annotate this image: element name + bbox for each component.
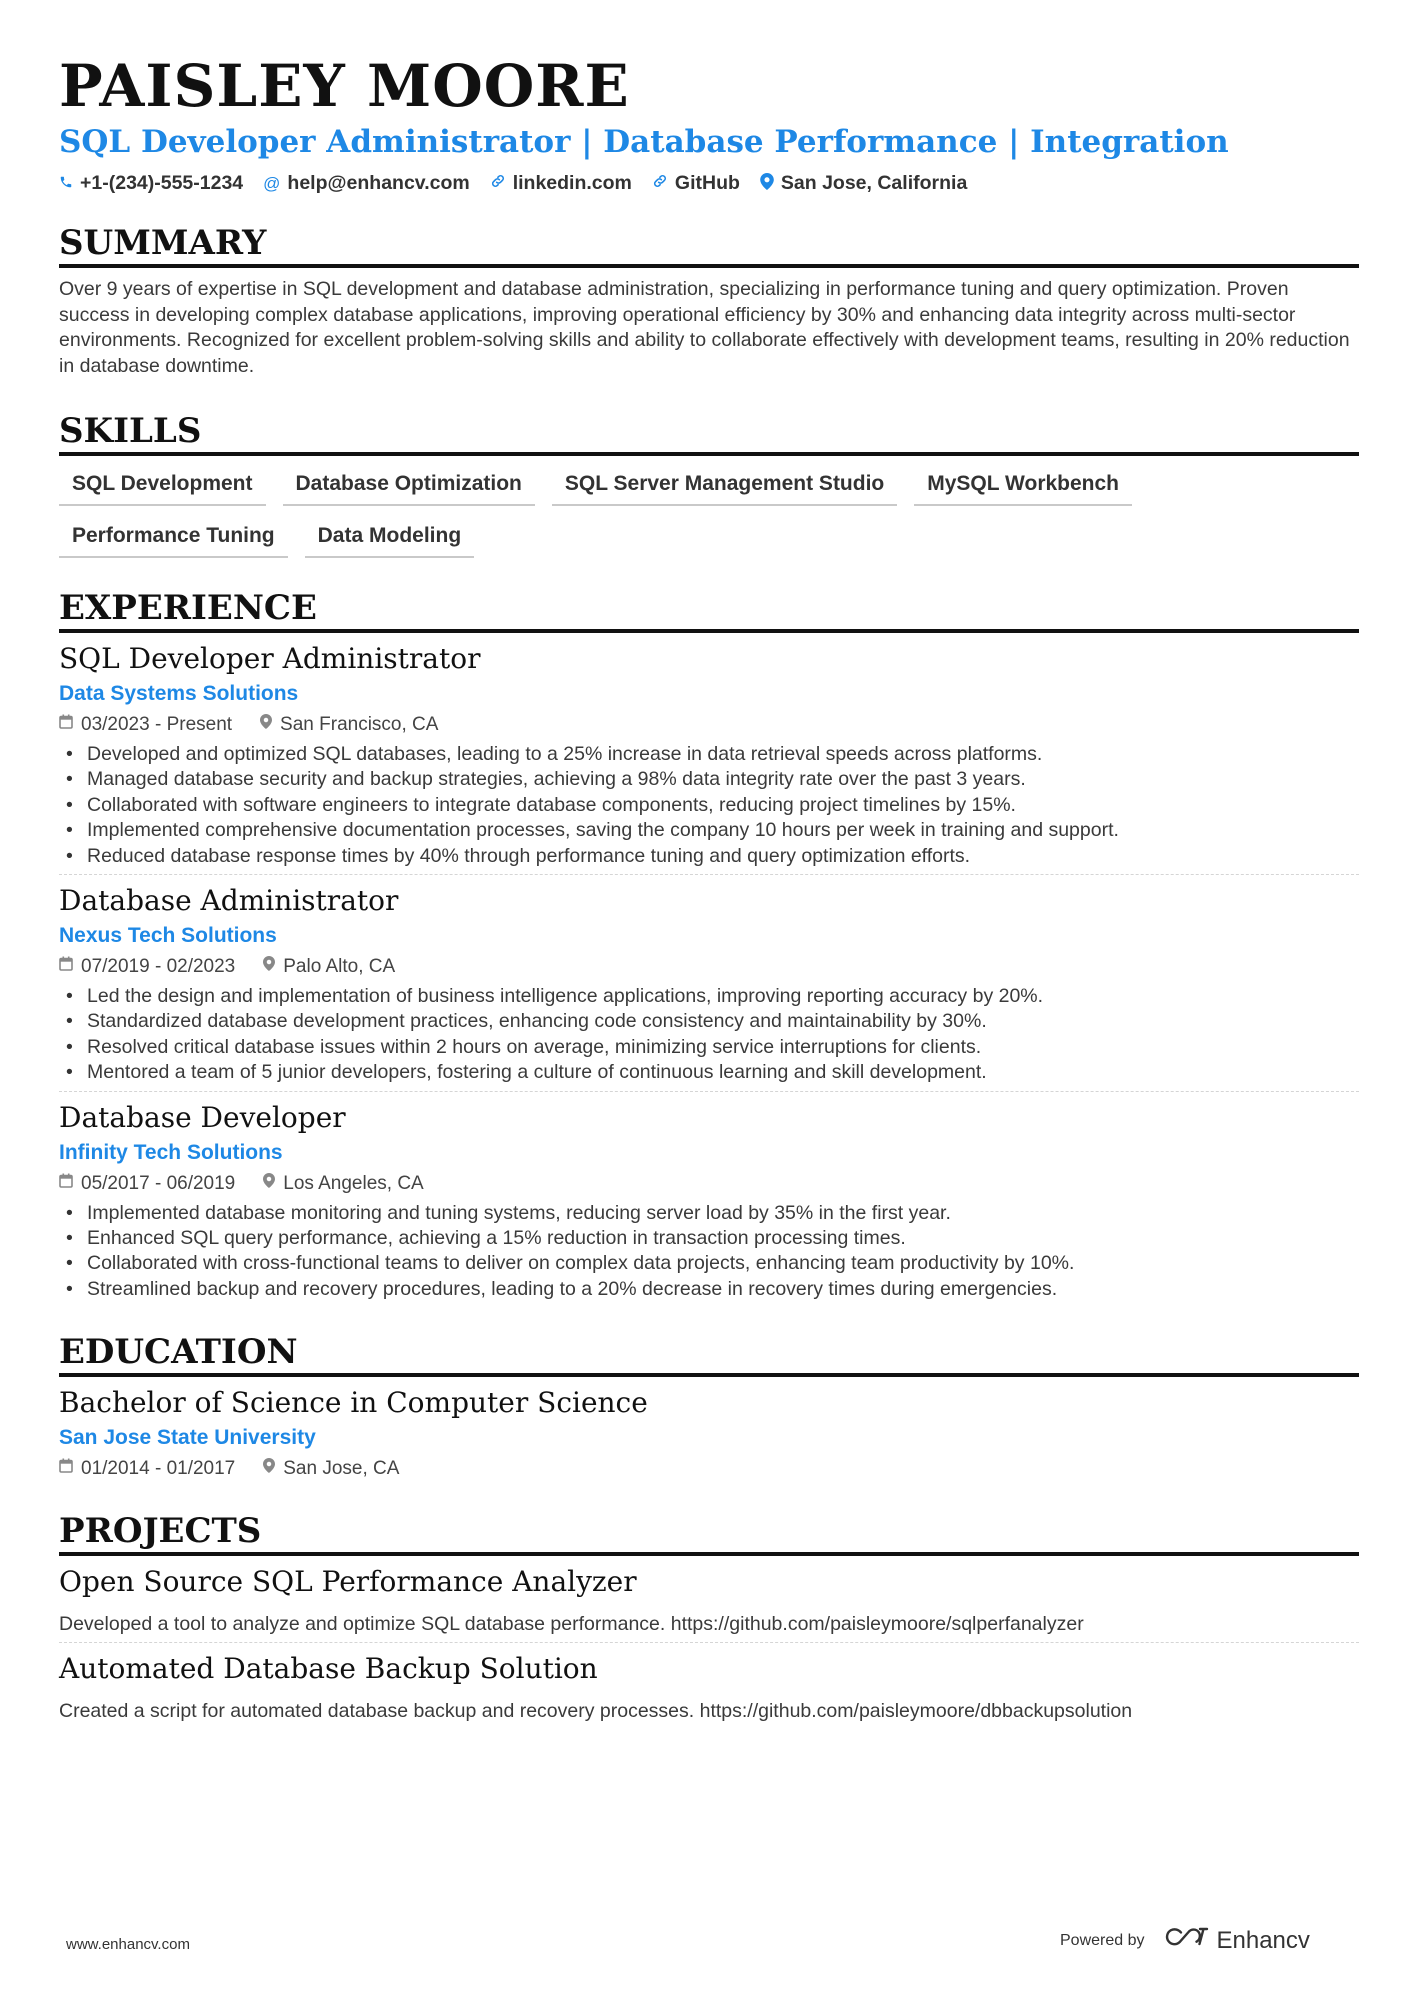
- job-bullets: [59, 984, 1359, 1086]
- job-title: SQL Developer Administrator: [59, 642, 481, 675]
- job-bullet: • Standardized database development practices, enhancing code consistency and maintainability by 30%.: [59, 1009, 1359, 1034]
- job-bullet: • Led the design and implementation of business intelligence applications, improving reporting accuracy by 20%.: [59, 984, 1359, 1009]
- degree-title: Bachelor of Science in Computer Science: [59, 1386, 648, 1420]
- contact-github-text: GitHub: [674, 172, 740, 194]
- contact-github[interactable]: [652, 172, 740, 195]
- skills-list: [59, 468, 1359, 558]
- skill-tag: Database Optimization: [283, 468, 535, 506]
- experience-heading: EXPERIENCE: [59, 588, 1359, 633]
- calendar-icon: [59, 955, 73, 979]
- education-meta: [59, 1457, 1359, 1481]
- job-bullets: [59, 1201, 1359, 1303]
- company-name: Nexus Tech Solutions: [59, 924, 277, 948]
- company-name: Infinity Tech Solutions: [59, 1140, 283, 1164]
- job-bullet: • Enhanced SQL query performance, achieving a 15% reduction in transaction processing times.: [59, 1226, 1359, 1251]
- experience-entry: [59, 883, 1359, 1092]
- calendar-icon: [59, 713, 73, 737]
- education-location-text: San Jose, CA: [283, 1458, 400, 1480]
- job-location-text: Palo Alto, CA: [283, 956, 396, 978]
- project-description: Developed a tool to analyze and optimize SQL database performance. https://github.com/paisleymoore/sqlperfanalyzer: [59, 1613, 1084, 1636]
- job-meta: [59, 713, 1359, 737]
- project-title: Automated Database Backup Solution: [59, 1652, 598, 1686]
- job-location-text: San Francisco, CA: [280, 714, 439, 735]
- contact-location: [760, 172, 967, 195]
- skill-tag: SQL Development: [59, 468, 266, 506]
- skill-tag: MySQL Workbench: [914, 468, 1132, 506]
- location-pin-icon: [263, 1457, 275, 1481]
- job-dates-text: 03/2023 - Present: [81, 714, 233, 735]
- calendar-icon: [59, 1172, 73, 1196]
- experience-entry: [59, 641, 1359, 875]
- skill-tag: Data Modeling: [305, 520, 475, 558]
- job-meta: [59, 955, 1359, 979]
- job-dates-text: 07/2019 - 02/2023: [81, 956, 236, 978]
- link-icon: [652, 173, 668, 194]
- job-location-text: Los Angeles, CA: [283, 1172, 424, 1194]
- calendar-icon: [59, 1457, 73, 1481]
- job-bullet: • Collaborated with cross-functional teams to deliver on complex data projects, enhancing team productivity by 10%.: [59, 1251, 1359, 1276]
- location-pin-icon: [263, 1172, 275, 1196]
- contact-linkedin[interactable]: [490, 172, 632, 195]
- job-bullet: • Implemented comprehensive documentation processes, saving the company 10 hours per week in training and support.: [59, 818, 1359, 843]
- location-pin-icon: [760, 173, 774, 195]
- summary-text: Over 9 years of expertise in SQL development and database administration, specializing in performance tuning and query optimization. Proven success in developing complex database applications, improving operational efficiency by 30% and enhancing data integrity across multi-sector environments. Recognized for excellent problem-solving skills and ability to collaborate effectively with development teams, resulting in 20% reduction in database downtime.: [59, 278, 1350, 377]
- phone-icon: [59, 174, 73, 194]
- job-dates-text: 05/2017 - 06/2019: [81, 1172, 236, 1194]
- skills-heading: SKILLS: [59, 411, 1359, 456]
- job-dates: [59, 955, 235, 979]
- contact-email[interactable]: [263, 172, 470, 195]
- company-name: Data Systems Solutions: [59, 682, 299, 705]
- contact-phone[interactable]: [59, 172, 243, 195]
- candidate-headline: SQL Developer Administrator | Database Performance | Integration: [59, 124, 1229, 160]
- job-bullet: • Resolved critical database issues within 2 hours on average, minimizing service interruptions for clients.: [59, 1035, 1359, 1060]
- powered-by-label: Powered by: [1060, 1931, 1145, 1949]
- job-title: Database Administrator: [59, 884, 399, 918]
- job-bullet: • Developed and optimized SQL databases, leading to a 25% increase in data retrieval speeds across platforms.: [59, 742, 1359, 767]
- footer-branding: [1060, 1925, 1310, 1956]
- job-bullet: • Managed database security and backup strategies, achieving a 98% data integrity rate over the past 3 years.: [59, 767, 1359, 792]
- at-icon: @: [263, 173, 281, 193]
- resume-page: [59, 52, 1359, 1724]
- link-icon: [490, 173, 506, 194]
- experience-entry: [59, 1100, 1359, 1303]
- contact-location-text: San Jose, California: [780, 172, 968, 194]
- job-location: [260, 713, 438, 737]
- entry-divider: [59, 1091, 1359, 1092]
- brand-logo[interactable]: [1163, 1925, 1310, 1956]
- project-entry: [59, 1564, 1359, 1643]
- summary-heading: SUMMARY: [59, 223, 1359, 268]
- job-bullet: • Mentored a team of 5 junior developers, fostering a culture of continuous learning and skill development.: [59, 1060, 1359, 1085]
- job-location: [263, 955, 395, 979]
- education-dates-text: 01/2014 - 01/2017: [81, 1458, 236, 1480]
- skill-tag: SQL Server Management Studio: [552, 468, 897, 506]
- contact-bar: [59, 172, 1359, 195]
- project-title: Open Source SQL Performance Analyzer: [59, 1565, 637, 1599]
- job-meta: [59, 1172, 1359, 1196]
- job-bullet: • Reduced database response times by 40% through performance tuning and query optimization efforts.: [59, 844, 1359, 869]
- footer-website[interactable]: www.enhancv.com: [66, 1936, 190, 1953]
- education-dates: [59, 1457, 235, 1481]
- location-pin-icon: [263, 955, 275, 979]
- skill-tag: Performance Tuning: [59, 520, 288, 558]
- job-bullet: • Collaborated with software engineers to integrate database components, reducing project timelines by 15%.: [59, 793, 1359, 818]
- location-pin-icon: [260, 713, 272, 737]
- project-description: Created a script for automated database backup and recovery processes. https://github.com/paisleymoore/dbbackupsolution: [59, 1700, 1133, 1723]
- projects-heading: PROJECTS: [59, 1511, 1359, 1556]
- entry-divider: [59, 874, 1359, 875]
- job-bullet: • Streamlined backup and recovery procedures, leading to a 20% decrease in recovery times during emergencies.: [59, 1277, 1359, 1302]
- project-entry: [59, 1651, 1359, 1724]
- education-heading: EDUCATION: [59, 1332, 1359, 1377]
- job-dates: [59, 713, 232, 737]
- contact-phone-text: +1-(234)-555-1234: [80, 172, 244, 194]
- candidate-name: PAISLEY MOORE: [59, 52, 630, 120]
- contact-linkedin-text: linkedin.com: [512, 172, 632, 194]
- enhancv-logo-icon: [1163, 1925, 1209, 1956]
- brand-name: Enhancv: [1216, 1926, 1310, 1954]
- job-title: Database Developer: [59, 1100, 346, 1134]
- job-dates: [59, 1172, 235, 1196]
- contact-email-text: help@enhancv.com: [287, 172, 470, 194]
- entry-divider: [59, 1642, 1359, 1643]
- job-bullet: • Implemented database monitoring and tuning systems, reducing server load by 35% in the first year.: [59, 1201, 1359, 1226]
- education-location: [263, 1457, 399, 1481]
- job-bullets: [59, 742, 1359, 869]
- job-location: [263, 1172, 423, 1196]
- school-name: San Jose State University: [59, 1426, 316, 1450]
